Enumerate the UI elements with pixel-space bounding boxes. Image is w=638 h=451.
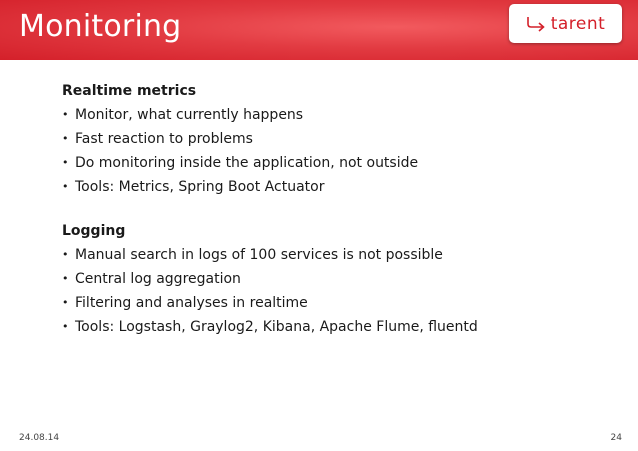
list-item-text: Monitor, what currently happens	[75, 107, 304, 123]
section-realtime-metrics	[62, 82, 622, 196]
list-item-text: Filtering and analyses in realtime	[75, 295, 308, 311]
list-item-text: Manual search in logs of 100 services is not possible	[75, 247, 443, 263]
bullet-icon: •	[62, 156, 69, 169]
list-item	[62, 154, 622, 172]
list-item	[62, 270, 622, 288]
bullet-list	[62, 106, 622, 196]
list-item-text: Central log aggregation	[75, 271, 241, 287]
list-item	[62, 130, 622, 148]
slide-title: Monitoring	[19, 9, 182, 44]
page-number: 24	[610, 433, 622, 443]
list-item	[62, 318, 622, 336]
bullet-icon: •	[62, 108, 69, 121]
list-item-text: Fast reaction to problems	[75, 131, 253, 147]
bullet-icon: •	[62, 272, 69, 285]
bullet-icon: •	[62, 296, 69, 309]
list-item-text: Do monitoring inside the application, not outside	[75, 155, 419, 171]
slide-content	[62, 82, 622, 336]
bullet-list	[62, 246, 622, 336]
bullet-icon: •	[62, 320, 69, 333]
list-item-text: Tools: Logstash, Graylog2, Kibana, Apache Flume, fluentd	[75, 319, 478, 335]
section-heading: Realtime metrics	[62, 83, 197, 99]
hook-arrow-right-icon	[526, 16, 546, 32]
header-bar	[0, 0, 638, 60]
list-item-text: Tools: Metrics, Spring Boot Actuator	[75, 179, 325, 195]
list-item	[62, 106, 622, 124]
section-spacer	[62, 196, 622, 222]
list-item	[62, 246, 622, 264]
footer-date: 24.08.14	[19, 433, 60, 443]
section-heading: Logging	[62, 223, 126, 239]
section-logging	[62, 222, 622, 336]
list-item	[62, 178, 622, 196]
logo-text: tarent	[550, 13, 606, 34]
bullet-icon: •	[62, 248, 69, 261]
bullet-icon: •	[62, 132, 69, 145]
list-item	[62, 294, 622, 312]
tarent-logo	[509, 4, 622, 43]
bullet-icon: •	[62, 180, 69, 193]
